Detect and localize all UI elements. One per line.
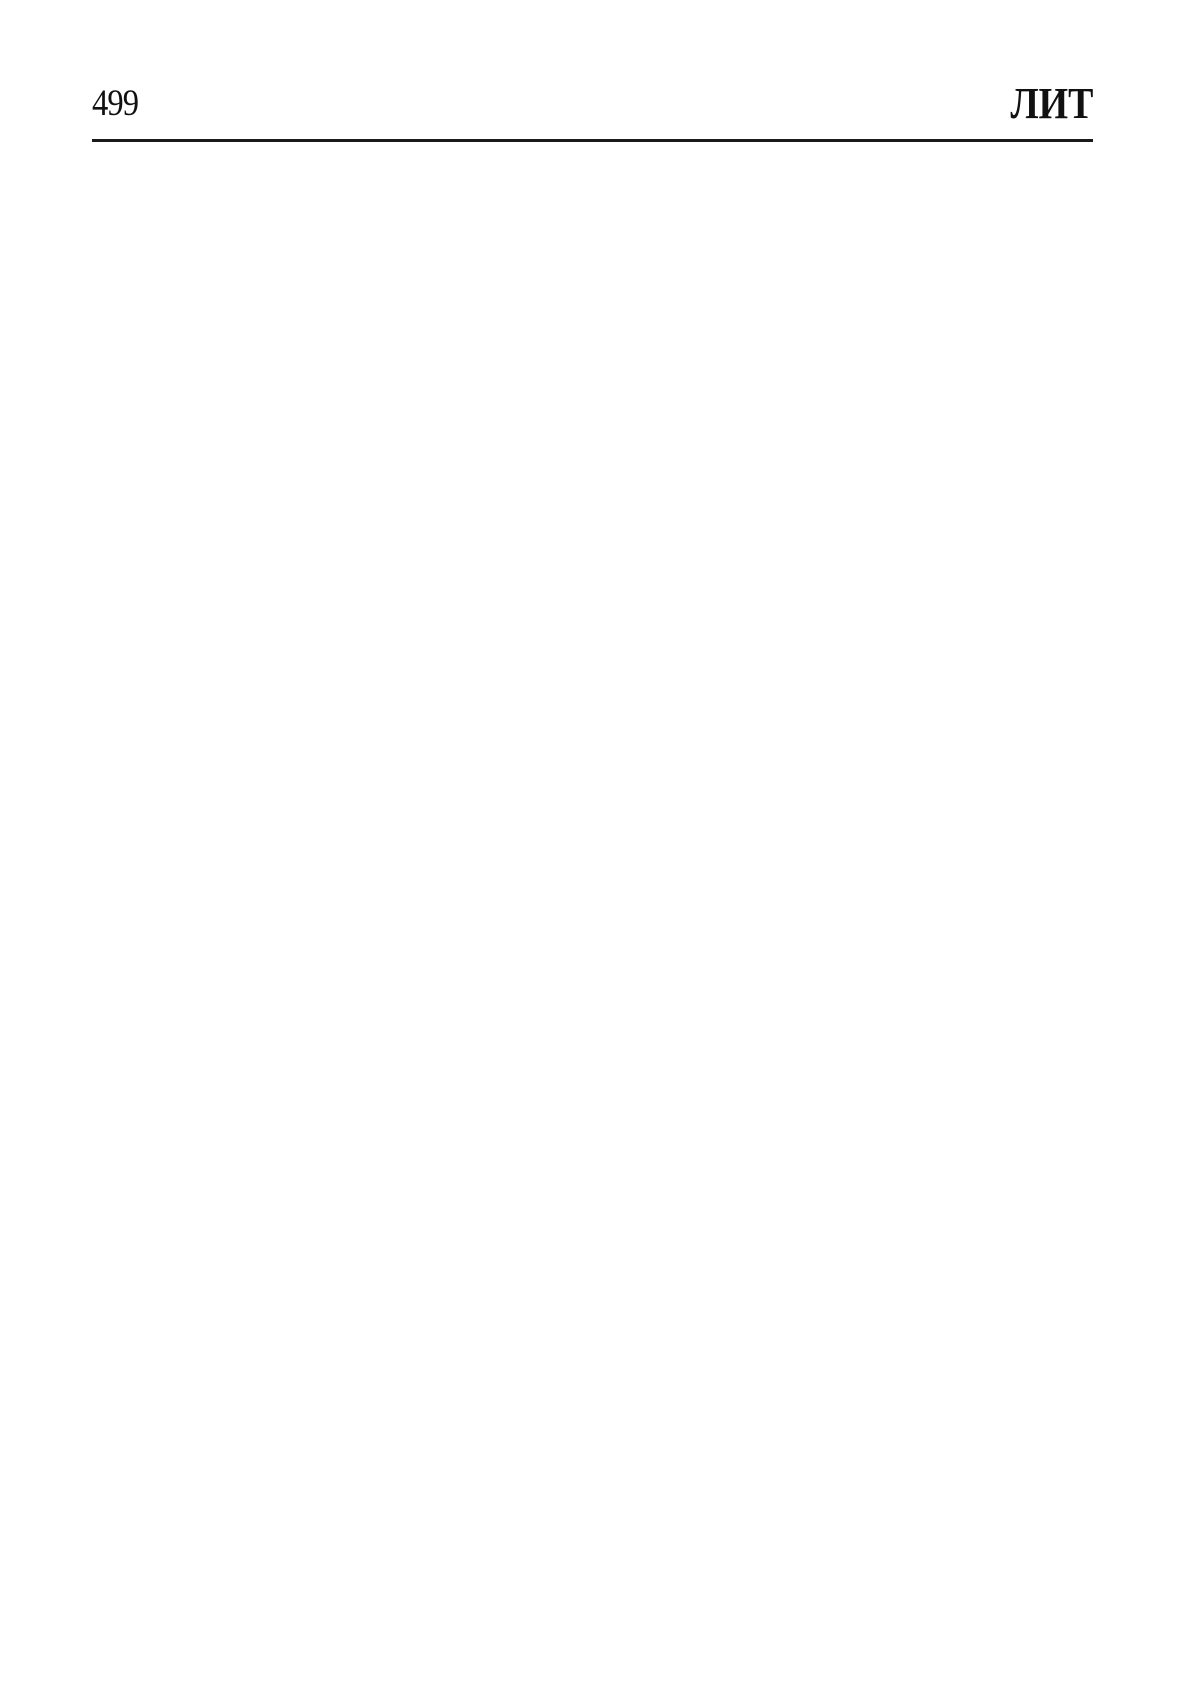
running-head: ЛИТ [1010,79,1093,128]
header-rule [92,139,1093,142]
page-header [92,78,1093,140]
page-number: 499 [92,83,139,124]
